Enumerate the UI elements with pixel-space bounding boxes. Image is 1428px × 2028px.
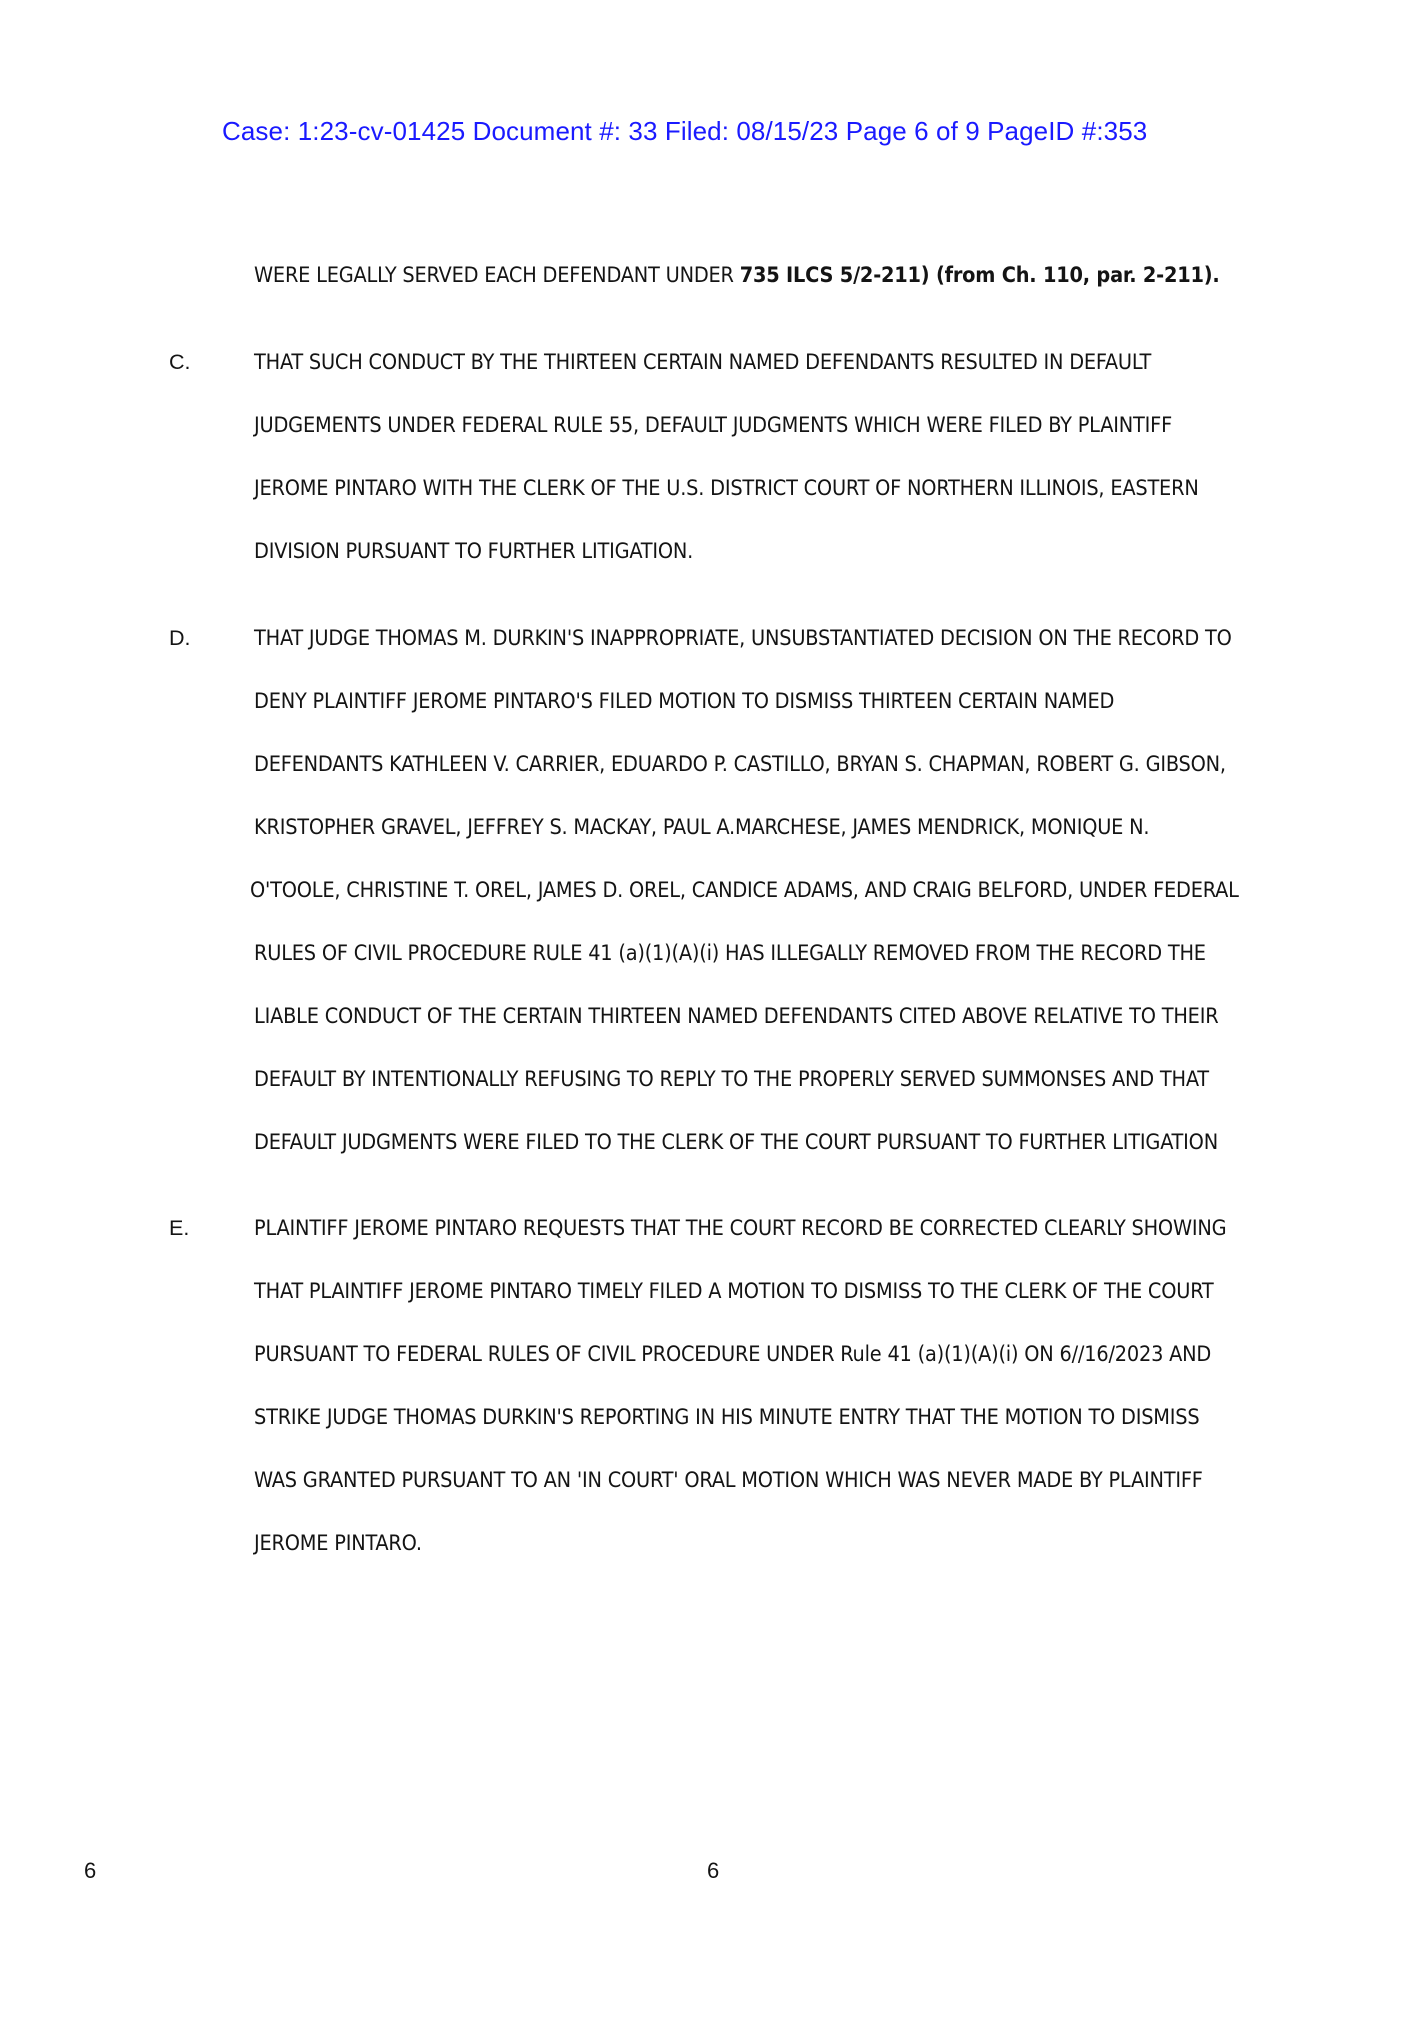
item-letter-d: D.	[169, 626, 191, 650]
item-e-line: JEROME PINTARO.	[254, 1531, 422, 1556]
left-page-number: 6	[84, 1858, 97, 1883]
item-d-line: RULES OF CIVIL PROCEDURE RULE 41 (a)(1)(A)(i) HAS ILLEGALLY REMOVED FROM THE RECORD THE	[254, 941, 1206, 966]
continuation-line	[254, 263, 1220, 288]
center-page-number: 6	[707, 1858, 720, 1883]
item-d-line: LIABLE CONDUCT OF THE CERTAIN THIRTEEN NAMED DEFENDANTS CITED ABOVE RELATIVE TO THEIR	[254, 1004, 1219, 1029]
item-e-line: PURSUANT TO FEDERAL RULES OF CIVIL PROCEDURE UNDER Rule 41 (a)(1)(A)(i) ON 6//16/2023 AND	[254, 1342, 1212, 1367]
item-e-line: PLAINTIFF JEROME PINTARO REQUESTS THAT THE COURT RECORD BE CORRECTED CLEARLY SHOWING	[254, 1216, 1227, 1241]
item-e-line: THAT PLAINTIFF JEROME PINTARO TIMELY FILED A MOTION TO DISMISS TO THE CLERK OF THE COURT	[254, 1279, 1214, 1304]
item-c-line: JUDGEMENTS UNDER FEDERAL RULE 55, DEFAULT JUDGMENTS WHICH WERE FILED BY PLAINTIFF	[254, 413, 1173, 438]
item-e-line: WAS GRANTED PURSUANT TO AN 'IN COURT' ORAL MOTION WHICH WAS NEVER MADE BY PLAINTIFF	[254, 1468, 1203, 1493]
item-c-line: THAT SUCH CONDUCT BY THE THIRTEEN CERTAIN NAMED DEFENDANTS RESULTED IN DEFAULT	[254, 350, 1152, 375]
item-d-line: DEFAULT JUDGMENTS WERE FILED TO THE CLERK OF THE COURT PURSUANT TO FURTHER LITIGATION	[254, 1130, 1218, 1155]
item-letter-e: E.	[169, 1216, 190, 1240]
statute-citation: 735 ILCS 5/2-211) (from Ch. 110, par. 2-211).	[739, 263, 1220, 288]
item-d-line: DEFAULT BY INTENTIONALLY REFUSING TO REPLY TO THE PROPERLY SERVED SUMMONSES AND THAT	[254, 1067, 1209, 1092]
item-d-line: DEFENDANTS KATHLEEN V. CARRIER, EDUARDO P. CASTILLO, BRYAN S. CHAPMAN, ROBERT G. GIBSON,	[254, 752, 1226, 777]
item-letter-c: C.	[169, 350, 191, 374]
case-header: Case: 1:23-cv-01425 Document #: 33 Filed: 08/15/23 Page 6 of 9 PageID #:353	[222, 116, 1148, 146]
item-d-line: KRISTOPHER GRAVEL, JEFFREY S. MACKAY, PAUL A.MARCHESE, JAMES MENDRICK, MONIQUE N.	[254, 815, 1150, 840]
item-d-line: THAT JUDGE THOMAS M. DURKIN'S INAPPROPRIATE, UNSUBSTANTIATED DECISION ON THE RECORD TO	[254, 626, 1232, 651]
item-c-line: DIVISION PURSUANT TO FURTHER LITIGATION.	[254, 539, 694, 564]
item-c-line: JEROME PINTARO WITH THE CLERK OF THE U.S. DISTRICT COURT OF NORTHERN ILLINOIS, EASTERN	[254, 476, 1199, 501]
continuation-text: WERE LEGALLY SERVED EACH DEFENDANT UNDER	[254, 263, 740, 288]
item-d-line: O'TOOLE, CHRISTINE T. OREL, JAMES D. OREL, CANDICE ADAMS, AND CRAIG BELFORD, UNDER FEDERAL	[250, 878, 1239, 903]
item-e-line: STRIKE JUDGE THOMAS DURKIN'S REPORTING IN HIS MINUTE ENTRY THAT THE MOTION TO DISMISS	[254, 1405, 1200, 1430]
item-d-line: DENY PLAINTIFF JEROME PINTARO'S FILED MOTION TO DISMISS THIRTEEN CERTAIN NAMED	[254, 689, 1115, 714]
